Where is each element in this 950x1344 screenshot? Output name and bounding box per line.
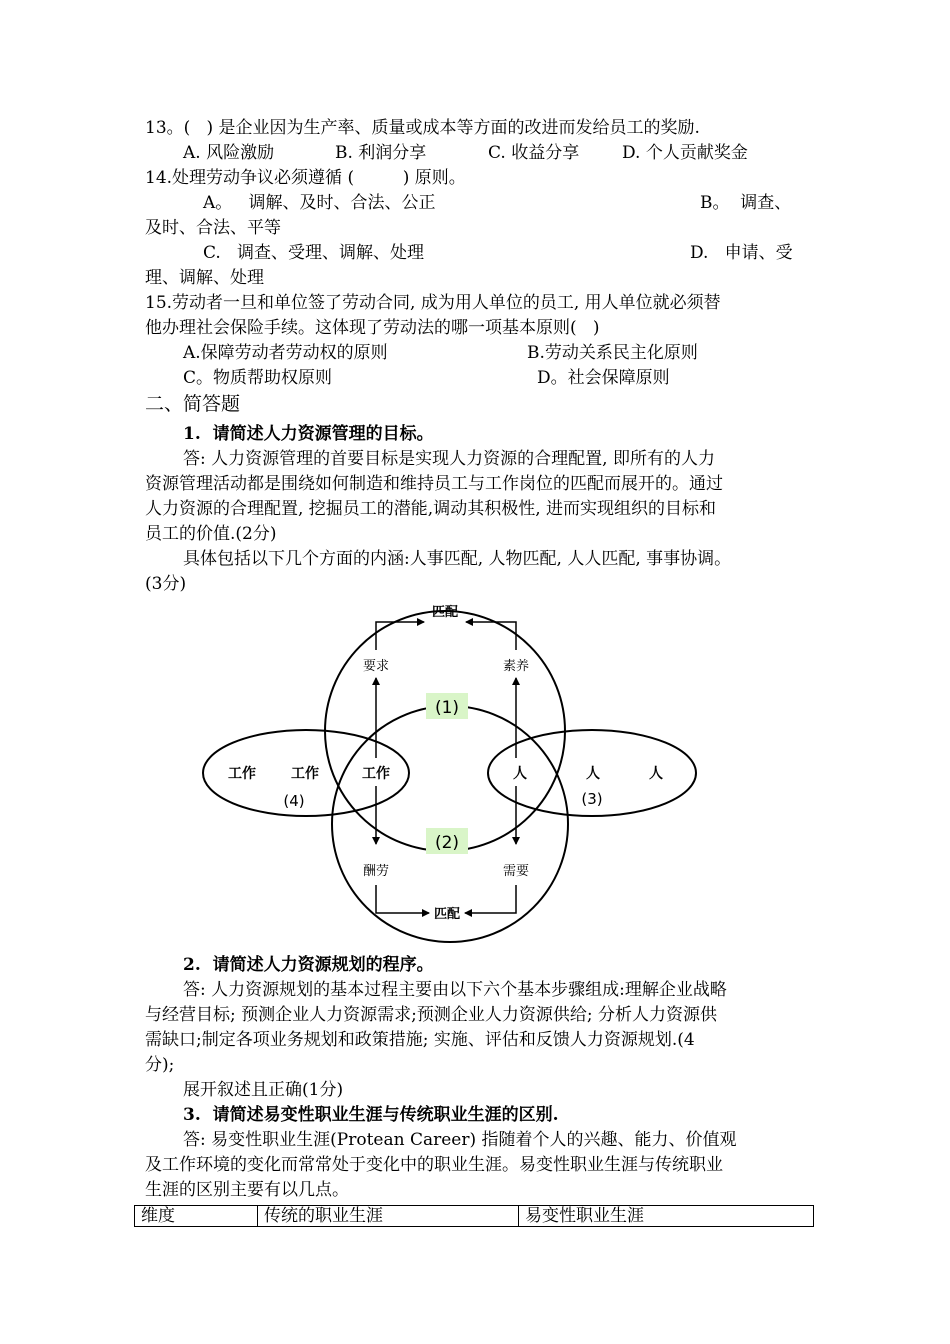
sa2-question: 2. 请简述人力资源规划的程序。: [183, 955, 434, 975]
work-label-3: 工作: [362, 766, 390, 782]
bottom-arrow-right: [465, 885, 516, 913]
q14-option-c: C. 调查、受理、调解、处理: [203, 243, 425, 263]
sa2-answer-line5: 展开叙述且正确(1分): [183, 1080, 344, 1100]
table-header-dimension: 维度: [135, 1206, 258, 1227]
requirement-label: 要求: [362, 659, 390, 674]
quality-label: 素养: [502, 659, 530, 674]
q14-option-b-part1: B。 调查、: [700, 193, 792, 213]
q15-stem-line2: 他办理社会保险手续。这体现了劳动法的哪一项基本原则( ): [145, 318, 600, 338]
sa1-answer-line1: 答: 人力资源管理的首要目标是实现人力资源的合理配置, 即所有的人力: [183, 449, 715, 469]
sa3-answer-line3: 生涯的区别主要有以几点。: [145, 1180, 349, 1200]
q15-option-a: A.保障劳动者劳动权的原则: [183, 343, 388, 363]
q15-option-c: C。物质帮助权原则: [183, 368, 333, 388]
label-3: (3): [581, 790, 603, 808]
table-header-protean: 易变性职业生涯: [519, 1206, 814, 1227]
section-title: 二、简答题: [145, 393, 241, 415]
work-label-2: 工作: [291, 766, 319, 782]
sa1-answer-line6: (3分): [145, 574, 187, 594]
work-label-1: 工作: [228, 766, 256, 782]
match-top-label: 匹配: [431, 605, 459, 620]
sa2-answer-line2: 与经营目标; 预测企业人力资源需求;预测企业人力资源供给; 分析人力资源供: [145, 1005, 717, 1025]
sa1-answer-line5: 具体包括以下几个方面的内涵:人事匹配, 人物匹配, 人人匹配, 事事协调。: [183, 549, 732, 569]
bottom-arrow-left: [376, 885, 429, 913]
sa1-question: 1. 请简述人力资源管理的目标。: [183, 424, 434, 444]
person-label-3: 人: [649, 766, 663, 782]
top-arrow-left: [376, 622, 424, 650]
q15-option-b: B.劳动关系民主化原则: [527, 343, 698, 363]
q15-stem-line1: 15.劳动者一旦和单位签了劳动合同, 成为用人单位的员工, 用人单位就必须替: [145, 293, 721, 313]
label-1: (1): [434, 698, 460, 718]
label-4: (4): [283, 792, 305, 810]
q15-option-d: D。社会保障原则: [537, 368, 670, 388]
sa1-answer-line4: 员工的价值.(2分): [145, 524, 277, 544]
q13-option-c: C. 收益分享: [488, 143, 580, 163]
q14-stem: 14.处理劳动争议必须遵循 ( ) 原则。: [145, 168, 466, 188]
sa3-answer-line1: 答: 易变性职业生涯(Protean Career) 指随着个人的兴趣、能力、价值观: [183, 1130, 737, 1150]
q13-option-d: D. 个人贡献奖金: [622, 143, 748, 163]
matching-diagram: [195, 590, 715, 970]
sa2-answer-line3: 需缺口;制定各项业务规划和政策措施; 实施、评估和反馈人力资源规划.(4: [145, 1030, 695, 1050]
sa3-answer-line2: 及工作环境的变化而常常处于变化中的职业生涯。易变性职业生涯与传统职业: [145, 1155, 723, 1175]
person-label-1: 人: [513, 766, 527, 782]
q13-stem: 13。( ) 是企业因为生产率、质量或成本等方面的改进而发给员工的奖励.: [145, 118, 700, 138]
need-label: 需要: [502, 864, 530, 879]
person-label-2: 人: [586, 766, 600, 782]
career-comparison-table: [134, 1205, 814, 1227]
table-header-row: [135, 1206, 814, 1227]
top-arrow-right: [466, 622, 516, 650]
match-bottom-label: 匹配: [433, 907, 461, 922]
q14-option-b-part2: 及时、合法、平等: [145, 218, 281, 238]
upper-circle: [325, 611, 565, 851]
sa1-answer-line3: 人力资源的合理配置, 挖掘员工的潜能,调动其积极性, 进而实现组织的目标和: [145, 499, 717, 519]
q13-option-b: B. 利润分享: [335, 143, 427, 163]
q14-option-d-part1: D. 申请、受: [690, 243, 793, 263]
table-header-traditional: 传统的职业生涯: [258, 1206, 519, 1227]
q14-option-a: A。 调解、及时、合法、公正: [203, 193, 436, 213]
label-2: (2): [434, 833, 460, 853]
sa2-answer-line4: 分);: [145, 1055, 175, 1075]
q13-option-a: A. 风险激励: [183, 143, 275, 163]
reward-label: 酬劳: [362, 864, 390, 879]
sa3-question: 3. 请简述易变性职业生涯与传统职业生涯的区别.: [183, 1105, 559, 1125]
q14-option-d-part2: 理、调解、处理: [145, 268, 264, 288]
sa1-answer-line2: 资源管理活动都是围绕如何制造和维持员工与工作岗位的匹配而展开的。通过: [145, 474, 723, 494]
sa2-answer-line1: 答: 人力资源规划的基本过程主要由以下六个基本步骤组成:理解企业战略: [183, 980, 727, 1000]
